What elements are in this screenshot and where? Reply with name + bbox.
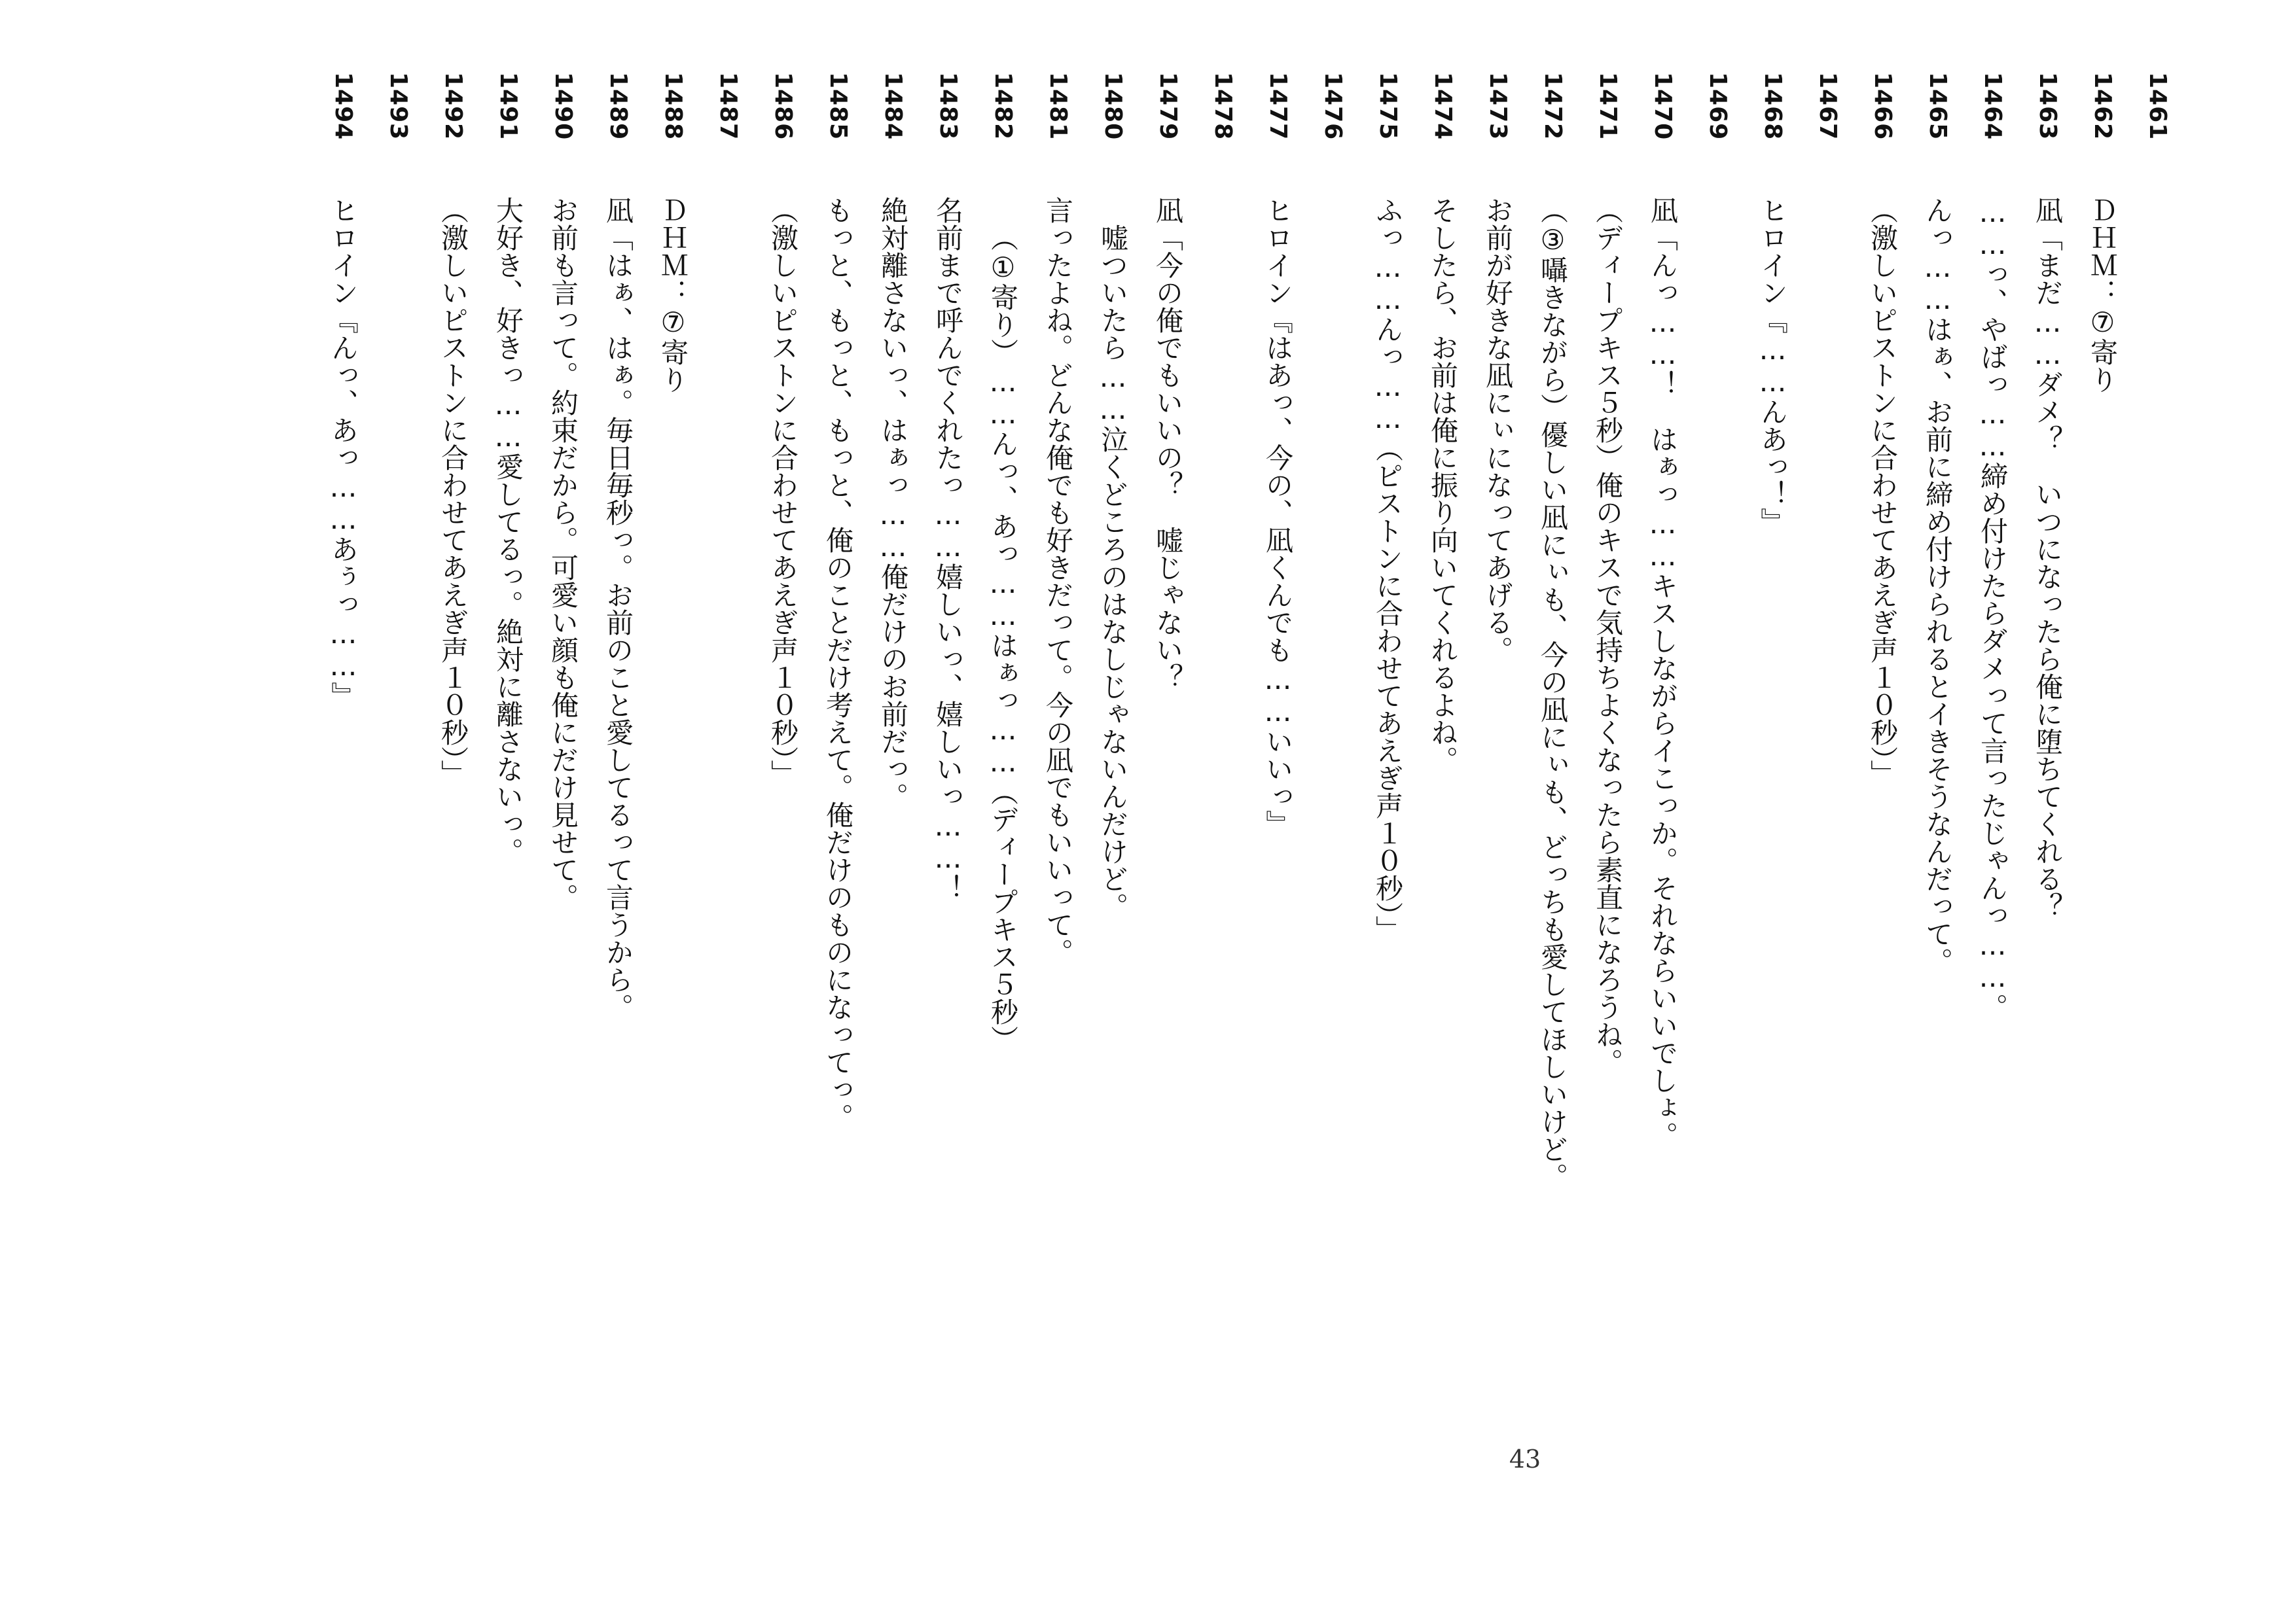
script-line xyxy=(1800,72,1855,1472)
line-text: 言ったよね。どんな俺でも好きだって。今の凪でもいいって。 xyxy=(1042,196,1074,966)
line-number: 1489 xyxy=(605,72,632,141)
line-number: 1492 xyxy=(440,72,467,141)
script-line xyxy=(1140,72,1195,1472)
script-lines xyxy=(315,72,2185,1472)
line-number: 1461 xyxy=(2144,72,2171,141)
line-number: 1471 xyxy=(1594,72,1621,141)
line-text: もっと、もっと、もっと、俺のことだけ考えて。俺だけのものになってっ。 xyxy=(822,196,854,1131)
script-line xyxy=(1360,72,1415,1472)
line-text: 嘘ついたら……泣くどころのはなしじゃないんだけど。 xyxy=(1097,224,1129,920)
line-number: 1462 xyxy=(2089,72,2116,141)
line-text: （③囁きながら）優しい凪にぃも、今の凪にぃも、どっちも愛してほしいけど。 xyxy=(1537,196,1569,1190)
line-number: 1494 xyxy=(330,72,357,141)
line-text: 絶対離さないっ、はぁっ……俺だけのお前だっ。 xyxy=(877,196,909,810)
script-line xyxy=(590,72,645,1472)
script-line xyxy=(315,72,370,1472)
line-number: 1479 xyxy=(1155,72,1181,141)
script-line xyxy=(645,72,700,1472)
script-line xyxy=(1965,72,2020,1472)
line-text: ヒロイン『……んあっ！』 xyxy=(1757,196,1789,535)
script-line xyxy=(755,72,810,1472)
line-text: 凪「今の俺でもいいの？ 嘘じゃない？ xyxy=(1152,196,1184,691)
script-line xyxy=(1305,72,1360,1472)
script-line xyxy=(1415,72,1470,1472)
line-number: 1480 xyxy=(1100,72,1126,141)
line-text: ヒロイン『んっ、あっ……あぅっ……』 xyxy=(327,196,359,709)
line-text: お前も言って。約束だから。可愛い顔も俺にだけ見せて。 xyxy=(547,196,579,911)
line-number: 1490 xyxy=(550,72,577,141)
line-text: （①寄り）……んっ、あっ……はぁっ……（ディープキス５秒） xyxy=(987,224,1019,1053)
line-number: 1488 xyxy=(660,72,687,141)
line-number: 1465 xyxy=(1924,72,1951,141)
script-line xyxy=(975,72,1030,1472)
line-number: 1475 xyxy=(1374,72,1401,141)
line-text: 大好き、好きっ……愛してるっ。絶対に離さないっ。 xyxy=(492,196,524,865)
line-number: 1464 xyxy=(1979,72,2006,141)
script-line xyxy=(700,72,755,1472)
line-text: ヒロイン『はあっ、今の、凪くんでも……いいっ』 xyxy=(1262,196,1294,838)
line-number: 1487 xyxy=(715,72,742,141)
script-line xyxy=(810,72,865,1472)
line-number: 1473 xyxy=(1484,72,1511,141)
line-text: そしたら、お前は俺に振り向いてくれるよね。 xyxy=(1427,196,1459,773)
script-line xyxy=(2130,72,2185,1472)
line-text: 凪「はぁ、はぁ。毎日毎秒っ。お前のこと愛してるって言うから。 xyxy=(602,196,634,1021)
line-text: （激しいピストンに合わせてあえぎ声１０秒）」 xyxy=(767,196,799,787)
line-number: 1476 xyxy=(1319,72,1346,141)
script-line xyxy=(1525,72,1580,1472)
script-line xyxy=(865,72,920,1472)
line-text: ＤＨＭ：⑦寄り xyxy=(657,196,689,393)
line-number: 1477 xyxy=(1265,72,1291,141)
script-line xyxy=(2020,72,2075,1472)
script-line xyxy=(1745,72,1800,1472)
line-number: 1472 xyxy=(1539,72,1566,141)
script-line xyxy=(1085,72,1140,1472)
script-line xyxy=(1910,72,1965,1472)
line-text: （激しいピストンに合わせてあえぎ声１０秒）」 xyxy=(437,196,469,787)
line-number: 1466 xyxy=(1869,72,1896,141)
script-line xyxy=(1250,72,1305,1472)
line-number: 1481 xyxy=(1045,72,1071,141)
line-number: 1483 xyxy=(935,72,961,141)
line-text: ふっ……んっ……（ピストンに合わせてあえぎ声１０秒）」 xyxy=(1372,196,1404,943)
script-line xyxy=(1855,72,1910,1472)
script-line xyxy=(920,72,975,1472)
line-text: んっ……はぁ、お前に締め付けられるとイきそうなんだって。 xyxy=(1922,196,1954,975)
line-text: 凪「まだ……ダメ？ いつになったら俺に堕ちてくれる？ xyxy=(2032,196,2064,920)
line-number: 1482 xyxy=(990,72,1016,141)
script-line xyxy=(535,72,590,1472)
line-number: 1486 xyxy=(770,72,797,141)
script-line xyxy=(1195,72,1250,1472)
line-text: 凪「んっ……！ はぁっ……キスしながらイこっか。それならいいでしょ。 xyxy=(1647,196,1679,1149)
line-number: 1468 xyxy=(1759,72,1786,141)
line-number: 1470 xyxy=(1649,72,1676,141)
line-number: 1485 xyxy=(825,72,852,141)
script-line xyxy=(480,72,535,1472)
script-line xyxy=(1690,72,1745,1472)
line-number: 1484 xyxy=(880,72,906,141)
line-number: 1463 xyxy=(2034,72,2061,141)
line-number: 1467 xyxy=(1814,72,1841,141)
line-text: 名前まで呼んでくれたっ……嬉しいっ、嬉しいっ……！ xyxy=(932,196,964,902)
script-line xyxy=(2075,72,2130,1472)
line-text: （激しいピストンに合わせてあえぎ声１０秒）」 xyxy=(1867,196,1899,787)
script-line xyxy=(370,72,425,1472)
line-number: 1493 xyxy=(385,72,412,141)
script-line xyxy=(1470,72,1525,1472)
script-line xyxy=(1580,72,1635,1472)
line-text: お前が好きな凪にぃになってあげる。 xyxy=(1482,196,1514,663)
line-number: 1478 xyxy=(1210,72,1236,141)
script-line xyxy=(425,72,480,1472)
line-number: 1469 xyxy=(1704,72,1731,141)
line-text: （ディープキス５秒）俺のキスで気持ちよくなったら素直になろうね。 xyxy=(1592,196,1624,1076)
line-text: ……っ、やばっ……締め付けたらダメって言ったじゃんっ……。 xyxy=(1977,196,2009,1021)
line-number: 1491 xyxy=(495,72,522,141)
page-number: 43 xyxy=(1509,1445,1541,1474)
line-number: 1474 xyxy=(1429,72,1456,141)
script-line xyxy=(1030,72,1085,1472)
script-line xyxy=(1635,72,1690,1472)
line-text: ＤＨＭ：⑦寄り xyxy=(2087,196,2119,393)
